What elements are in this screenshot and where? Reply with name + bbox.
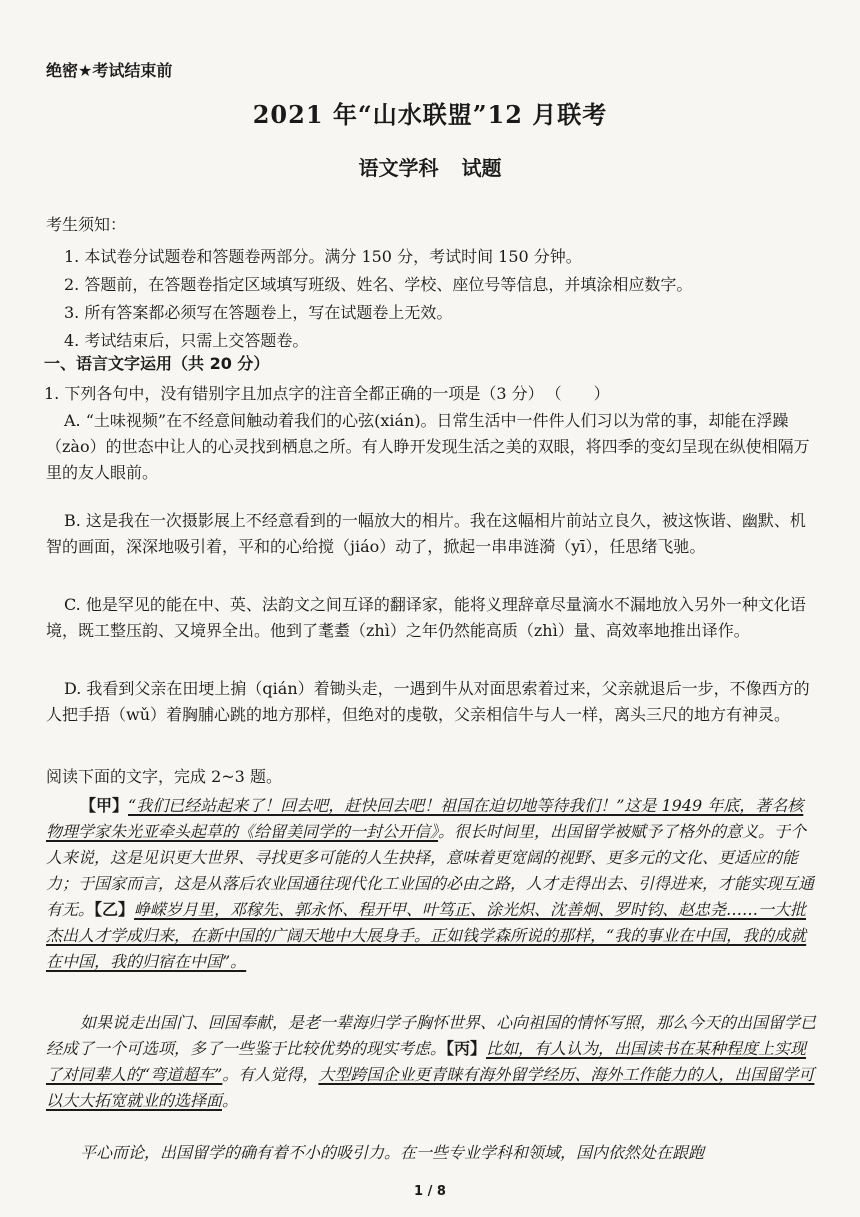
paragraph-text: 。 (222, 1091, 239, 1110)
question-1-stem (44, 381, 610, 404)
answer-paren: （ ） (553, 384, 610, 403)
paragraph-text: 。有人觉得， (222, 1065, 319, 1084)
underlined-tail: 峥嵘岁月里，邓稼先、郭永怀、程开甲、叶笃正、涂光炽、沈善炯、罗时钧、赵忠尧……一大批杰出人才学成归来，在新中国的广阔天地中大展身手。正如钱学森所说的那样，“我的事业在中国，我的成就在中国，我的归宿在中国”。 (46, 900, 807, 971)
confidential-label: 绝密★考试结束前 (46, 61, 173, 80)
exam-title: 2021 年“山水联盟”12 月联考 (252, 100, 608, 129)
exam-subtitle (0, 152, 860, 181)
underlined-quote: “我们已经站起来了！回去吧，赶快回去吧！祖国在迫切地等待我们！”这是 1949 年底，著名核物理学家朱光亚牵头起草的《给留美同学的一封公开信》 (46, 796, 804, 841)
note-item: 3. 所有答案都必须写在答题卷上，写在试题卷上无效。 (64, 303, 453, 322)
section-heading: 一、语言文字运用（共 20 分） (44, 354, 270, 373)
underlined-text: 比如，有人认为，出国读书在某种程度上实现了对同辈人的“弯道超车” (46, 1039, 807, 1084)
question-stem-text: 1. 下列各句中，没有错别字且加点字的注音全都正确的一项是（3 分） (44, 384, 544, 403)
option-d: D. 我看到父亲在田埂上掮（qián）着锄头走，一遇到牛从对面思索着过来，父亲就退后一步，不像西方的人把手捂（wǔ）着胸脯心跳的地方那样，但绝对的虔敬，父亲相信牛与人一样，离头三尺的地方有神灵。 (46, 679, 810, 724)
note-item: 2. 答题前，在答题卷指定区域填写班级、姓名、学校、座位号等信息，并填涂相应数字。 (64, 275, 693, 294)
reading-paragraph-3: 平心而论，出国留学的确有着不小的吸引力。在一些专业学科和领域，国内依然处在跟跑 (80, 1143, 705, 1162)
option-a: A. “土味视频”在不经意间触动着我们的心弦(xián)。日常生活中一件件人们习以为常的事，却能在浮躁（zào）的世态中让人的心灵找到栖息之所。有人睁开发现生活之美的双眼，将四季的变幻呈现在纵使相隔万里的友人眼前。 (46, 411, 810, 482)
paragraph-text: 如果说走出国门、回国奉献，是老一辈海归学子胸怀世界、心向祖国的情怀写照，那么今天的出国留学已经成了一个可选项，多了一些鉴于比较优势的现实考虑。 (46, 1013, 817, 1058)
option-c: C. 他是罕见的能在中、英、法韵文之间互译的翻译家，能将义理辞章尽量滴水不漏地放入另外一种文化语境，既工整压韵、又境界全出。他到了耄耋（zhì）之年仍然能高质（zhì）量、高效率地推出译作。 (46, 595, 806, 640)
option-b: B. 这是我在一次摄影展上不经意看到的一幅放大的相片。我在这幅相片前站立良久，被这恢谐、幽默、机智的画面，深深地吸引着，平和的心给搅（jiáo）动了，掀起一串串涟漪（yī），任思绪飞驰。 (46, 511, 806, 556)
note-item: 1. 本试卷分试题卷和答题卷两部分。满分 150 分，考试时间 150 分钟。 (64, 247, 582, 266)
paper-label: 试题 (461, 156, 502, 180)
underlined-text: 大型跨国企业更青睐有海外留学经历、海外工作能力的人，出国留学可以大大拓宽就业的选择面 (46, 1065, 815, 1110)
page-number: 1 / 8 (414, 1184, 446, 1199)
mark-yi: 【乙】 (94, 900, 135, 919)
note-item: 4. 考试结束后，只需上交答题卷。 (64, 331, 309, 350)
subject-label: 语文学科 (358, 156, 439, 180)
mark-bing: 【丙】 (446, 1039, 487, 1058)
notes-heading: 考生须知： (46, 215, 127, 234)
reading-paragraph-2 (46, 1010, 816, 1114)
reading-paragraph-1 (46, 793, 816, 975)
mark-jia: 【甲】 (80, 796, 129, 815)
paragraph-text: 。很长时间里，出国留学被赋予了格外的意义。于个人来说，这是见识更大世界、寻找更多可能的人生抉择，意味着更宽阔的视野、更多元的文化、更适应的能力；于国家而言，这是从落后农业国通往现代化工业国的必由之路，人才走得出去、引得进来，才能实现互通有无。 (46, 822, 815, 919)
reading-intro: 阅读下面的文字，完成 2~3 题。 (46, 767, 282, 786)
